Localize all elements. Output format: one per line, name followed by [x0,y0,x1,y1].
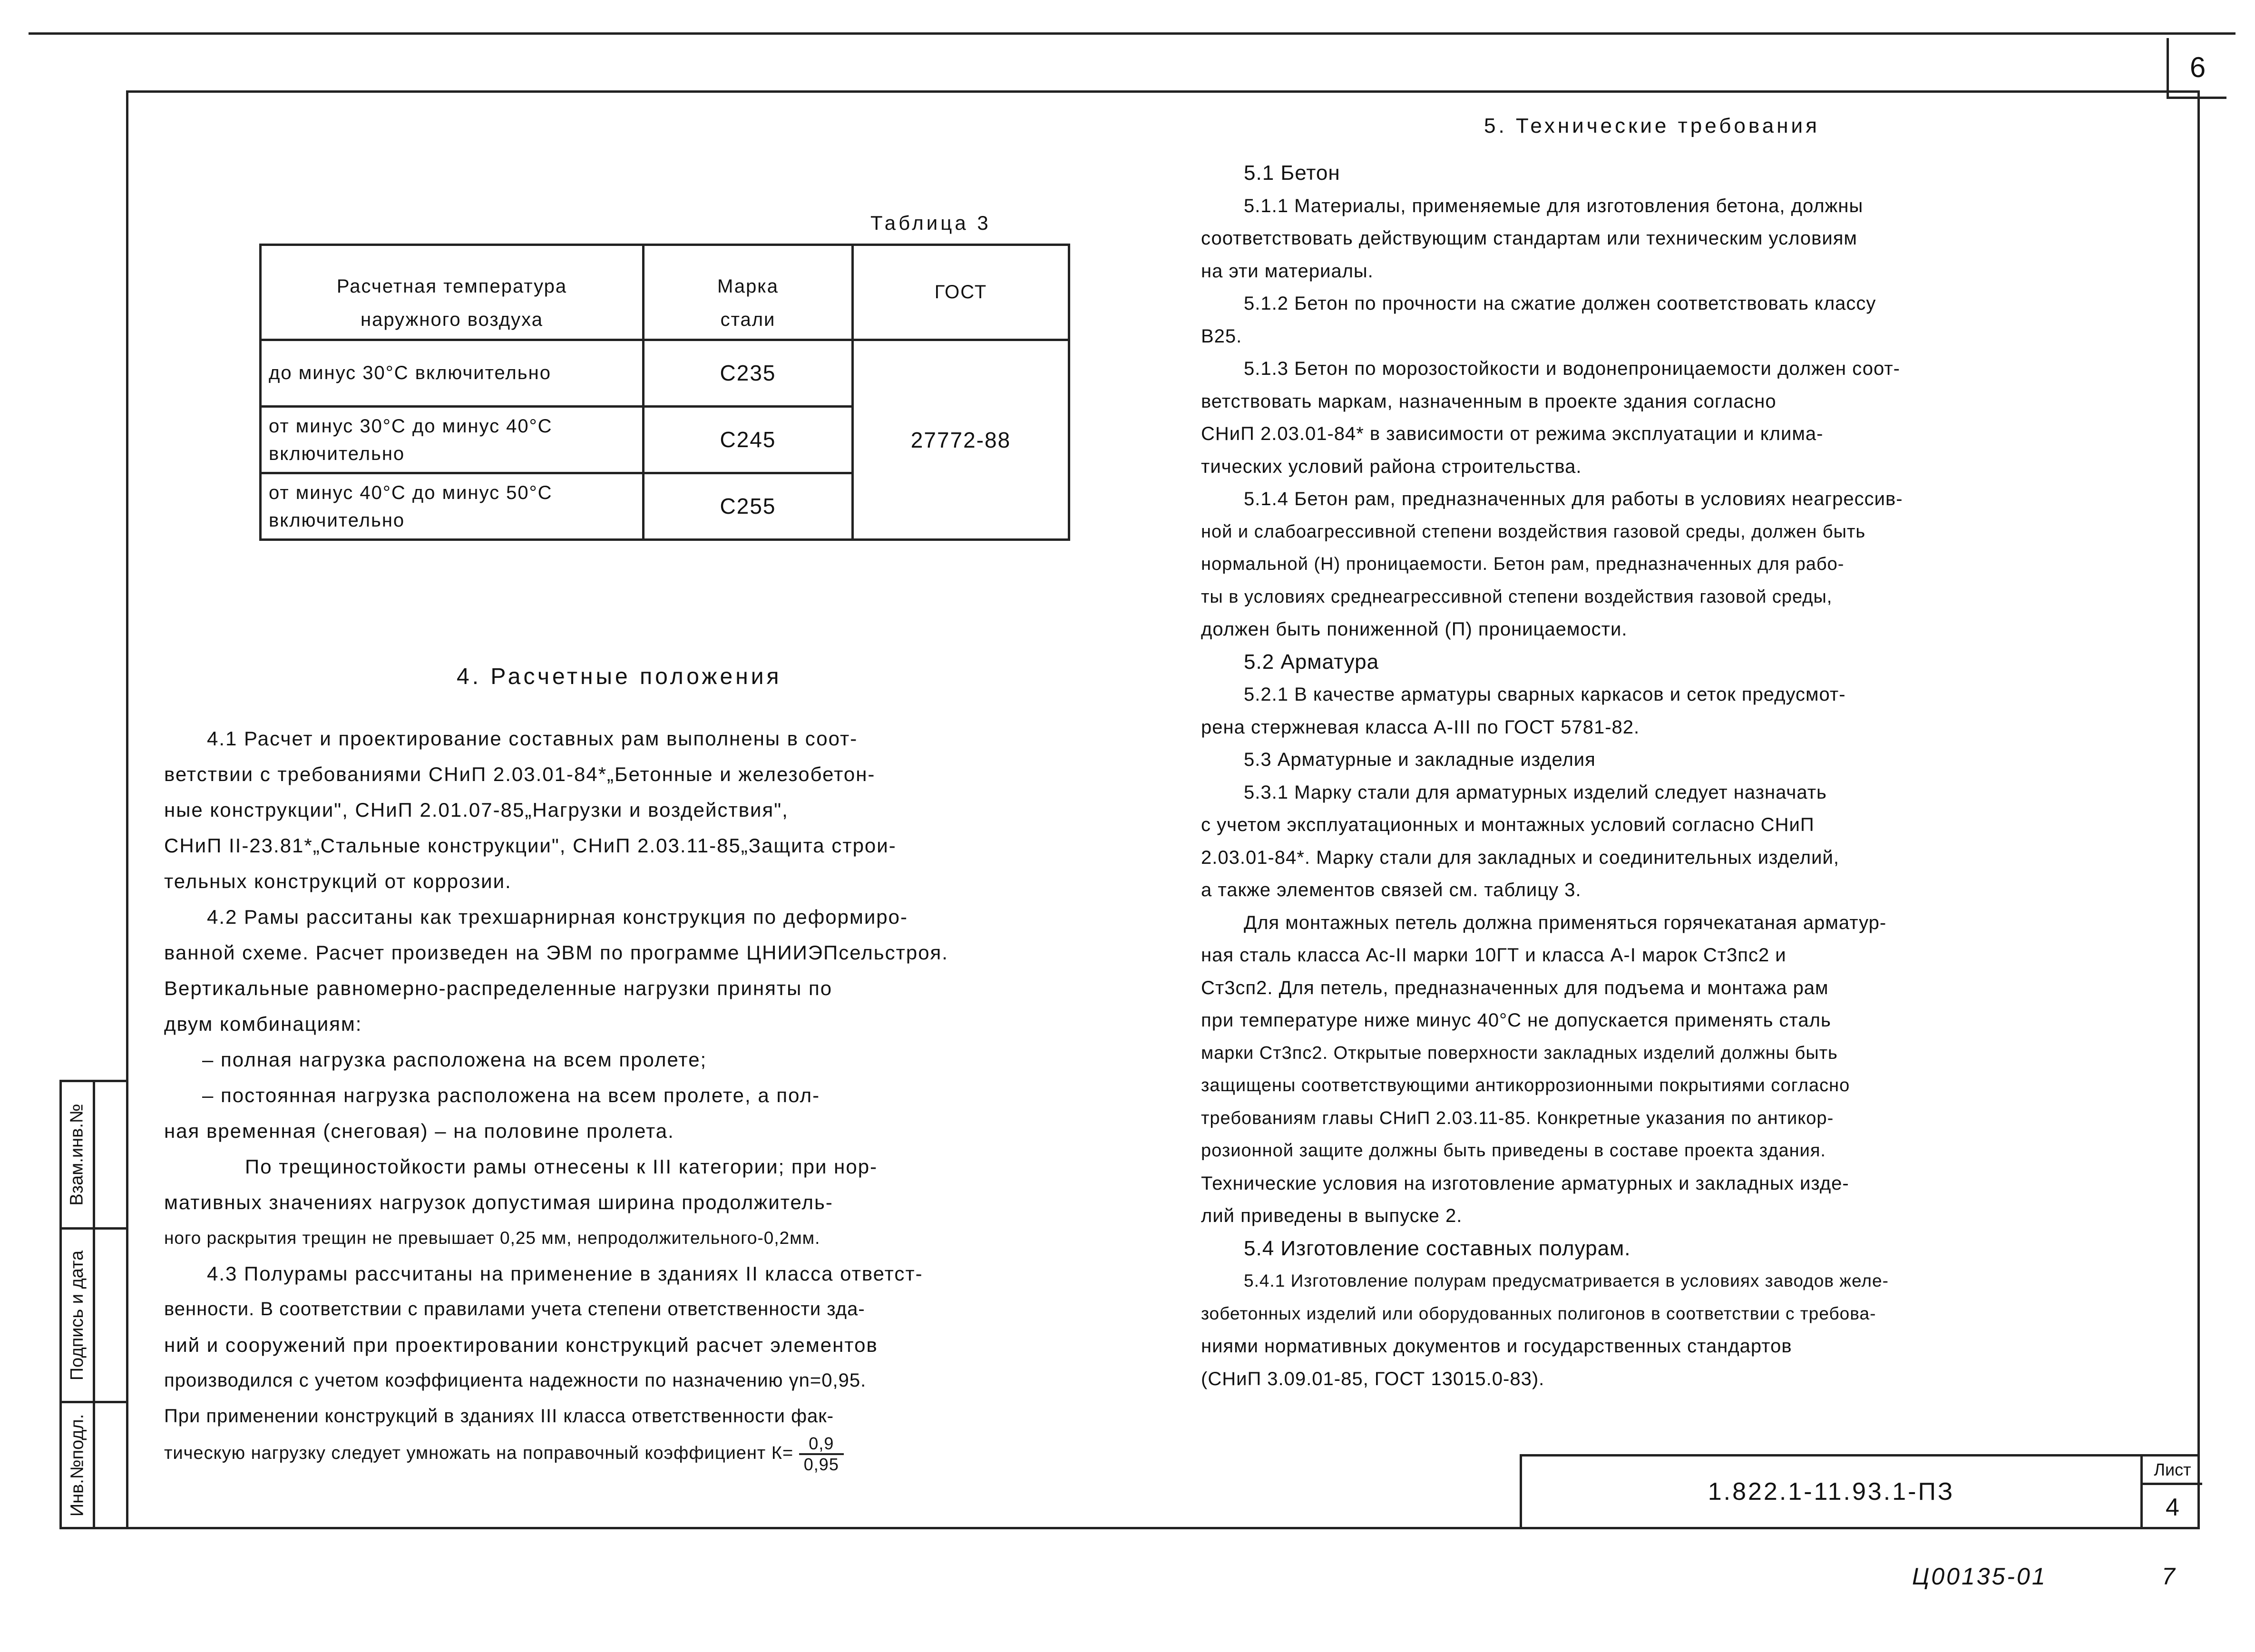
left-approval-sidebar [59,1080,126,1529]
table3-header-temp-line2: наружного воздуха [361,309,543,330]
table3-row3-temp-line2: включительно [269,510,405,531]
s5-line: 5.1 Бетон [1244,161,1340,185]
table3-row3-temp [262,474,644,538]
s5-line: а также элементов связей см. таблицу 3. [1201,880,1581,900]
table3-caption: Таблица 3 [870,212,991,234]
s5-line: (СНиП 3.09.01-85, ГОСТ 13015.0-83). [1201,1368,1545,1389]
table3-row1-steel: С235 [644,341,854,408]
s5-line: 5.1.4 Бетон рам, предназначенных для работы в условиях неагрессив- [1244,489,1903,509]
k-fraction-numerator: 0,9 [799,1434,844,1455]
title-block-stamp [1520,1454,2200,1529]
sidebar-value-inv [95,1403,128,1527]
s5-line: соответствовать действующим стандартам или техническим условиям [1201,228,1857,249]
s5-line: В25. [1201,325,1242,347]
section4-heading: 4. Расчетные положения [457,664,782,689]
s4-line: 4.2 Рамы расситаны как трехшарнирная конструкция по деформиро- [207,906,908,928]
s4-line-last-text: тическую нагрузку следует умножать на поправочный коэффициент К= [164,1443,794,1464]
s5-line: 5.3.1 Марку стали для арматурных изделий следует назначать [1244,782,1827,803]
s4-line: Вертикальные равномерно-распределенные нагрузки приняты по [164,977,833,999]
sidebar-value-vzam [95,1082,128,1230]
sidebar-signature-label: Подпись и дата [67,1250,87,1380]
s4-line: ные конструкции", СНиП 2.01.07-85„Нагрузки и воздействия", [164,799,789,821]
s5-line: 5.1.3 Бетон по морозостойкости и водонепроницаемости должен соот- [1244,358,1900,379]
s5-line: лий приведены в выпуске 2. [1201,1205,1463,1226]
sidebar-vzam-label: Взам.инв.№ [67,1104,87,1206]
table3-header-gost-text: ГОСТ [934,282,987,303]
s4-line: ветствии с требованиями СНиП 2.03.01-84*„Бетонные и железобетон- [164,763,876,785]
s5-line: 5.3 Арматурные и закладные изделия [1244,749,1596,770]
sidebar-cell-signature [62,1230,93,1403]
s4-line: ний и сооружений при проектировании конструкций расчет элементов [164,1334,878,1356]
s5-line: Для монтажных петель должна применяться горячекатаная арматур- [1244,912,1887,933]
table3-header-steel-line1: Марка [717,276,779,297]
sidebar-cell-vzam [62,1082,93,1230]
top-sheet-number: 6 [2189,51,2206,83]
s5-line: тических условий района строительства. [1201,456,1582,477]
sidebar-label-column [62,1082,95,1527]
s5-line: 5.1.1 Материалы, применяемые для изготовления бетона, должны [1244,195,1864,216]
k-fraction [799,1434,844,1474]
s4-line: тельных конструкций от коррозии. [164,870,512,892]
s4-line-last [164,1434,1187,1474]
s5-line: с учетом эксплуатационных и монтажных условий согласно СНиП [1201,814,1815,835]
table3-row1-temp [262,341,644,408]
s4-line: венности. В соответствии с правилами учета степени ответственности зда- [164,1299,865,1320]
s4-line: При применении конструкций в зданиях III класса ответственности фак- [164,1406,834,1427]
footer-page-number: 7 [2162,1563,2175,1590]
s5-line: 5.2.1 В качестве арматуры сварных каркасов и сеток предусмот- [1244,684,1846,705]
s4-line: двум комбинациям: [164,1013,362,1035]
s5-line: ты в условиях среднеагрессивной степени воздействия газовой среды, [1201,587,1833,607]
s5-line: требованиям главы СНиП 2.03.11-85. Конкретные указания по антикор- [1201,1108,1834,1128]
table3-row1-temp-line1: до минус 30°С включительно [269,362,551,383]
s4-line: – постоянная нагрузка расположена на всем пролете, а пол- [202,1084,820,1106]
s5-line: СНиП 2.03.01-84* в зависимости от режима эксплуатации и клима- [1201,423,1824,444]
table3-gost-value: 27772-88 [910,427,1011,452]
section5-heading: 5. Технические требования [1484,114,1820,137]
table3-row2-temp-line1: от минус 30°С до минус 40°С [269,416,553,437]
s4-line: ванной схеме. Расчет произведен на ЭВМ по программе ЦНИИЭПсельстроя. [164,941,948,964]
s4-line: – полная нагрузка расположена на всем пролете; [202,1048,707,1071]
section5-body [1201,157,2195,1395]
s4-line: производился с учетом коэффициента надежности по назначению γn=0,95. [164,1370,867,1391]
s5-line: розионной защите должны быть приведены в составе проекта здания. [1201,1141,1826,1161]
s5-line: при температуре ниже минус 40°С не допускается применять сталь [1201,1010,1831,1031]
footer-archive-code: Ц00135-01 [1912,1563,2047,1590]
sidebar-value-column [95,1082,128,1527]
s4-line: 4.3 Полурамы рассчитаны на применение в зданиях II класса ответст- [207,1262,923,1285]
table3-header-gost [854,246,1068,341]
s5-line: ветствовать маркам, назначенным в проекте здания согласно [1201,391,1777,412]
table3-header-temp [262,246,644,341]
table3-row3-steel: С255 [644,474,854,538]
sidebar-cell-inv [62,1403,93,1527]
table3-row2-temp-line2: включительно [269,443,405,464]
s5-line: Ст3сп2. Для петель, предназначенных для подъема и монтажа рам [1201,977,1829,998]
table3-row3-temp-line1: от минус 40°С до минус 50°С [269,482,553,503]
table3 [259,244,1070,541]
top-border-line [29,32,2235,35]
s5-line: ная сталь класса Ас-II марки 10ГТ и класса А-I марок Ст3пс2 и [1201,945,1786,966]
table3-row2-temp [262,408,644,474]
s5-line: ниями нормативных документов и государственных стандартов [1201,1336,1792,1357]
table3-header-steel [644,246,854,341]
stamp-document-number: 1.822.1-11.93.1-ПЗ [1522,1456,2143,1527]
section4-body [164,721,1187,1474]
s5-line: защищены соответствующими антикоррозионными покрытиями согласно [1201,1075,1850,1095]
s5-line: рена стержневая класса А-III по ГОСТ 5781-82. [1201,716,1640,738]
s5-line: марки Ст3пс2. Открытые поверхности закладных изделий должны быть [1201,1043,1838,1063]
s5-line: ной и слабоагрессивной степени воздействия газовой среды, должен быть [1201,521,1866,542]
s4-line: СНиП II-23.81*„Стальные конструкции", СНиП 2.03.11-85„Защита строи- [164,834,897,857]
stamp-sheet-value: 4 [2166,1493,2179,1521]
sidebar-inv-label: Инв.№подл. [67,1414,87,1516]
s5-line: зобетонных изделий или оборудованных полигонов в соответствии с требова- [1201,1303,1876,1323]
s4-line: 4.1 Расчет и проектирование составных рам выполнены в соот- [207,727,858,750]
s5-line: 5.4 Изготовление составных полурам. [1244,1236,1631,1260]
stamp-sheet-cell [2143,1456,2202,1527]
s5-line: нормальной (Н) проницаемости. Бетон рам, предназначенных для рабо- [1201,554,1845,574]
s4-line: ного раскрытия трещин не превышает 0,25 мм, непродолжительного-0,2мм. [164,1228,820,1248]
table3-row2-steel: С245 [644,408,854,474]
table3-header-steel-line2: стали [720,309,776,330]
top-sheet-number-box [2167,38,2226,99]
k-fraction-denominator: 0,95 [803,1455,839,1474]
table3-header-temp-line1: Расчетная температура [336,276,567,297]
s5-line: 2.03.01-84*. Марку стали для закладных и соединительных изделий, [1201,847,1839,868]
s4-line: мативных значениях нагрузок допустимая ширина продолжитель- [164,1191,833,1213]
s5-line: на эти материалы. [1201,260,1374,282]
stamp-sheet-label: Лист [2143,1456,2202,1485]
s5-line: 5.4.1 Изготовление полурам предусматривается в условиях заводов желе- [1244,1271,1889,1290]
s4-line: По трещиностойкости рамы отнесены к III категории; при нор- [245,1155,878,1178]
s5-line: должен быть пониженной (П) проницаемости. [1201,619,1628,640]
s5-line: 5.1.2 Бетон по прочности на сжатие должен соответствовать классу [1244,293,1876,314]
s5-line: 5.2 Арматура [1244,650,1379,674]
sidebar-value-signature [95,1230,128,1403]
s5-line: Технические условия на изготовление арматурных и закладных изде- [1201,1173,1849,1194]
s4-line: ная временная (снеговая) – на половине пролета. [164,1120,674,1142]
